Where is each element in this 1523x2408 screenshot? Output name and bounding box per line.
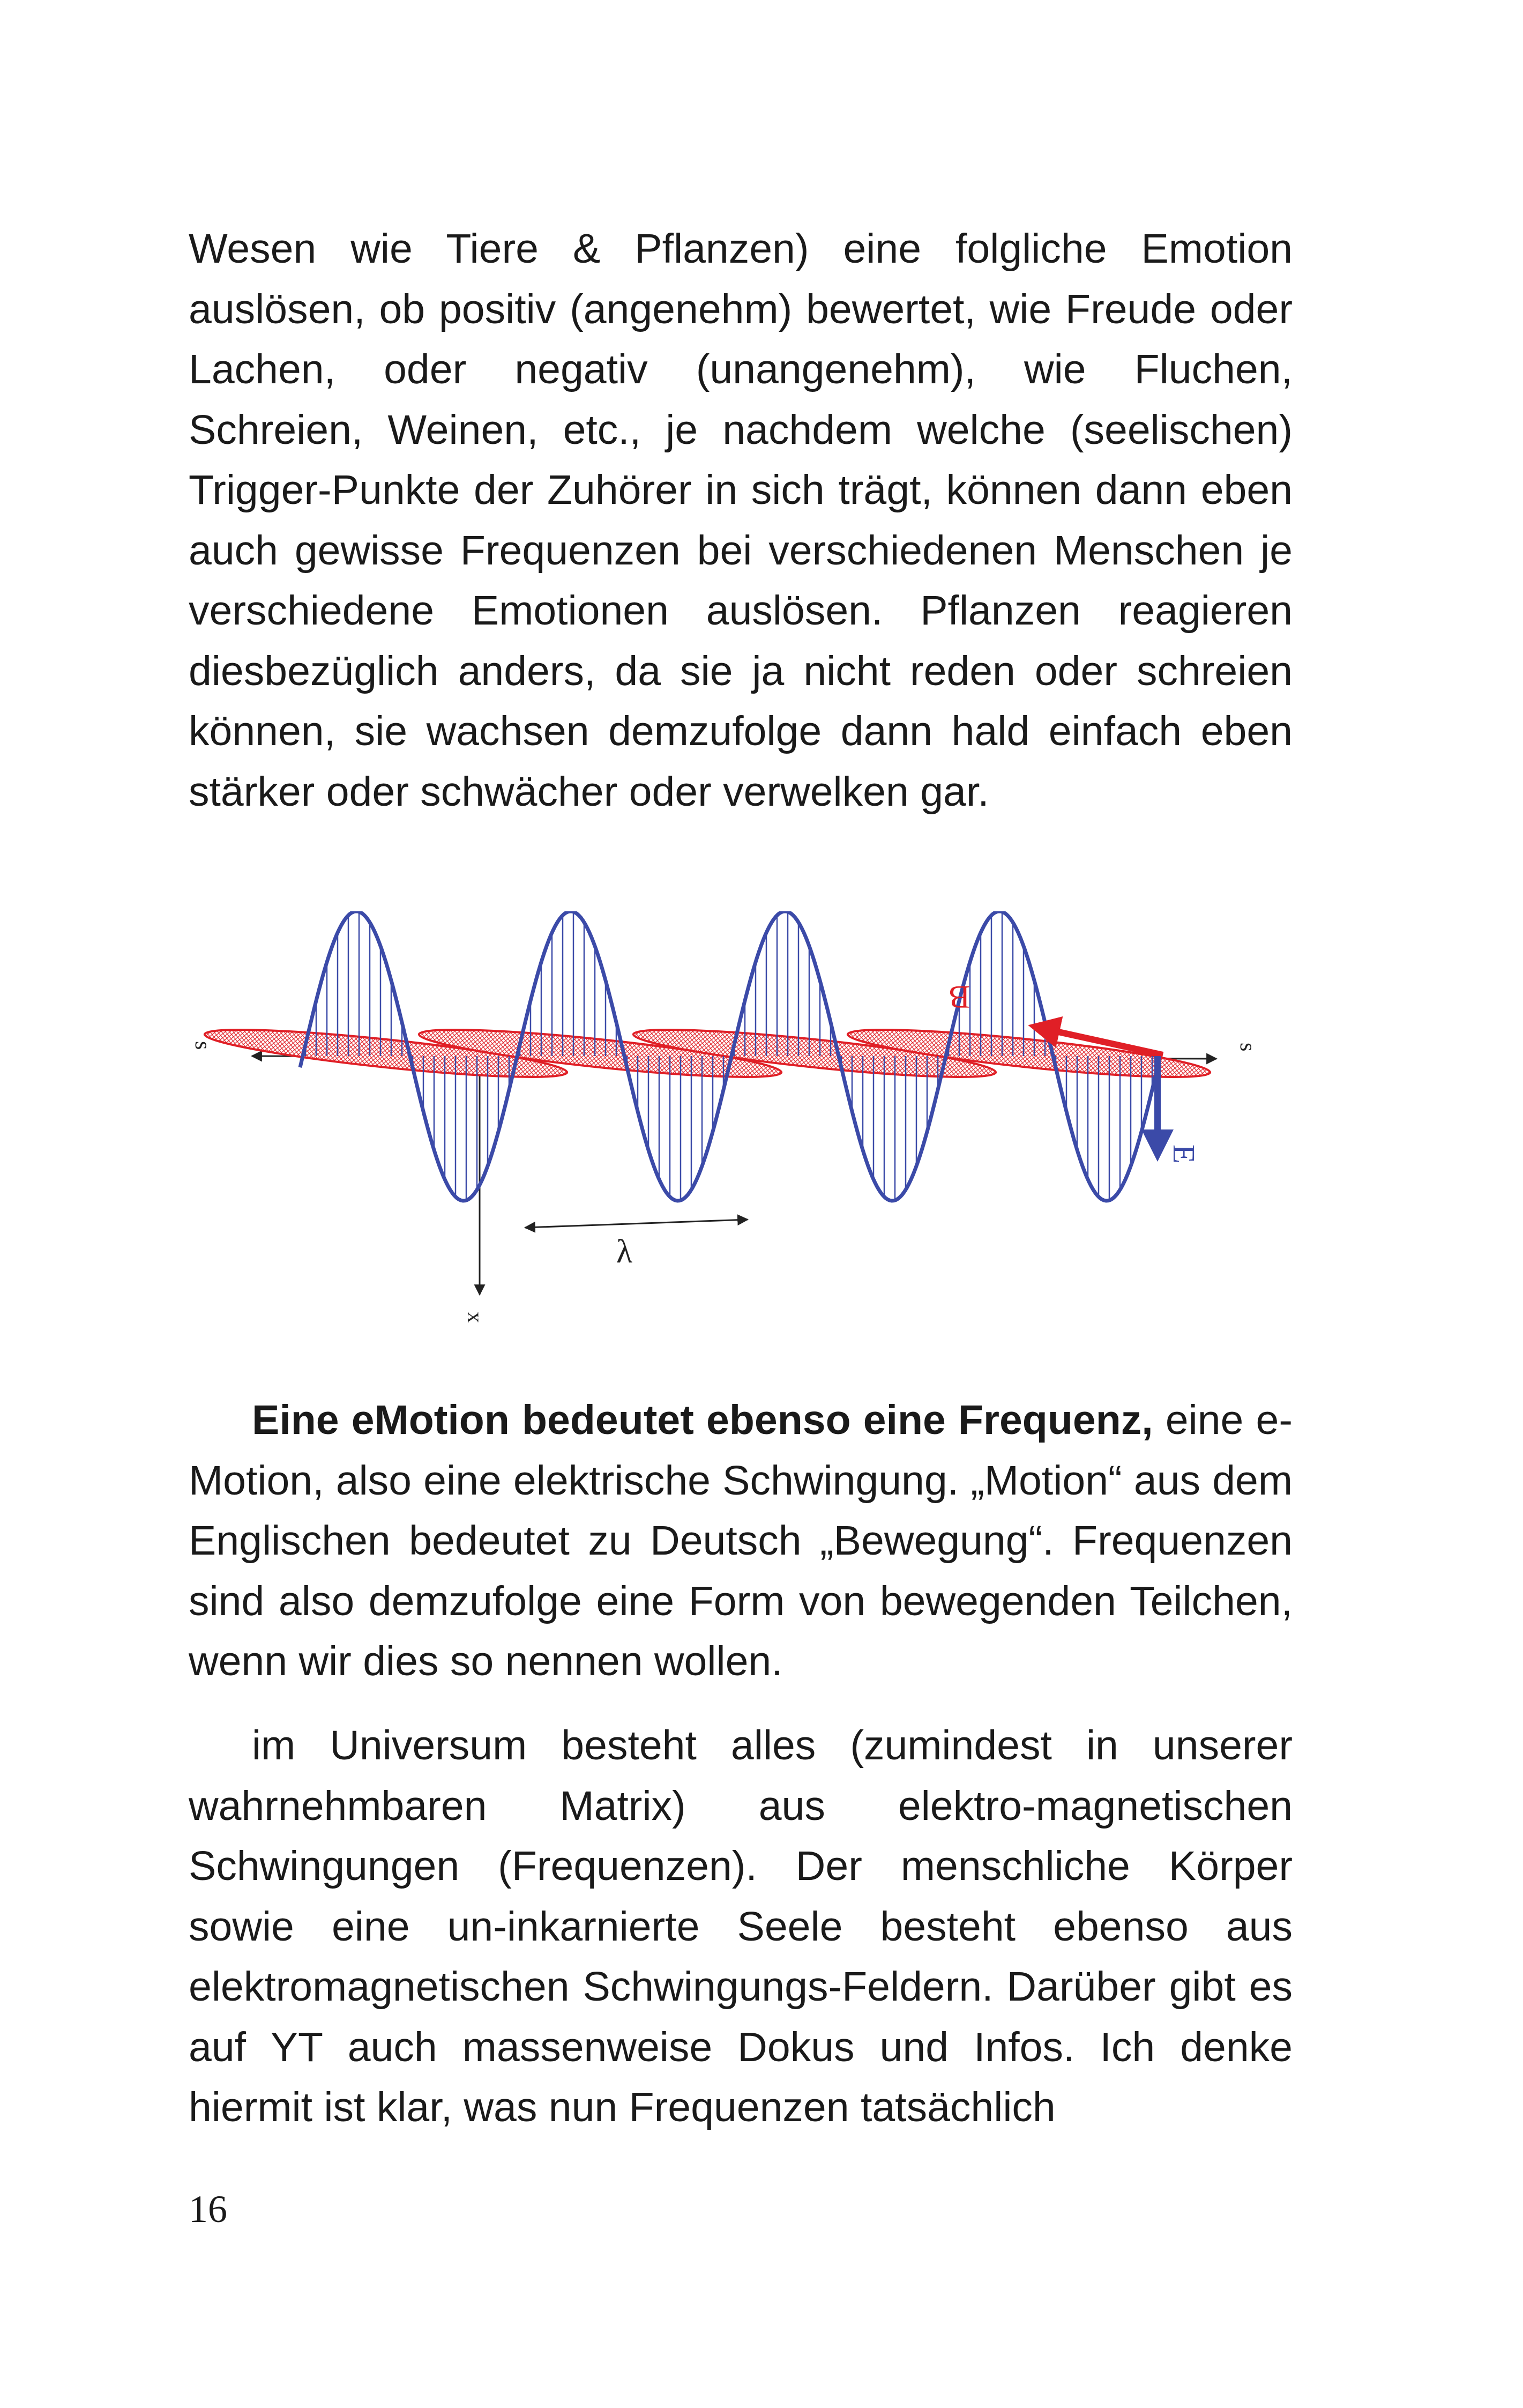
e-vector-label: E: [1167, 1144, 1201, 1164]
axis-label-down: x: [462, 1312, 487, 1323]
paragraph-emotion-frequency-text: eine e-Motion, also eine elektrische Schwingung. „Motion“ aus dem Englischen bedeutet zu Deutsch „Bewegung“. Frequenzen sind also demzufolge eine Form von bewegenden Teilchen, wenn wir dies so nennen wollen.: [189, 1397, 1293, 1684]
paragraph-universe-vibrations: im Universum besteht alles (zumindest in unserer wahrnehmbaren Matrix) aus elektro-magnetischen Schwingungen (Frequenzen). Der menschliche Körper sowie eine un-inkarnierte Seele besteht ebenso aus elektromagnetischen Schwingungs-Feldern. Darüber gibt es auf YT auch massenweise Dokus und Infos. Ich denke hiermit ist klar, was nun Frequenzen tatsächlich: [189, 1722, 1293, 2130]
electromagnetic-wave-figure: [177, 911, 1302, 1340]
page-number: 16: [189, 2188, 227, 2231]
emphasis-heading: Eine eMotion bedeutet ebenso eine Frequenz,: [252, 1397, 1153, 1443]
axis-label-left: s: [190, 1041, 215, 1050]
wavelength-label: λ: [616, 1233, 633, 1270]
paragraph-emotion-frequency: [189, 1390, 1293, 1692]
b-vector-label: B: [948, 979, 970, 1015]
axis-label-right: s: [1235, 1043, 1260, 1052]
paragraph-emotion-triggers: Wesen wie Tiere & Pflanzen) eine folgliche Emotion auslösen, ob positiv (angenehm) bewertet, wie Freude oder Lachen, oder negativ (unangenehm), wie Fluchen, Schreien, Weinen, etc., je nachdem welche (seelischen) Trigger-Punkte der Zuhörer in sich trägt, können dann eben auch gewisse Frequenzen bei verschiedenen Menschen je verschiedene Emotionen auslösen. Pflanzen reagieren diesbezüglich anders, da sie ja nicht reden oder schreien können, sie wachsen demzufolge dann hald einfach eben stärker oder schwächer oder verwelken gar.: [189, 226, 1293, 815]
wavelength-marker: [525, 1220, 748, 1228]
